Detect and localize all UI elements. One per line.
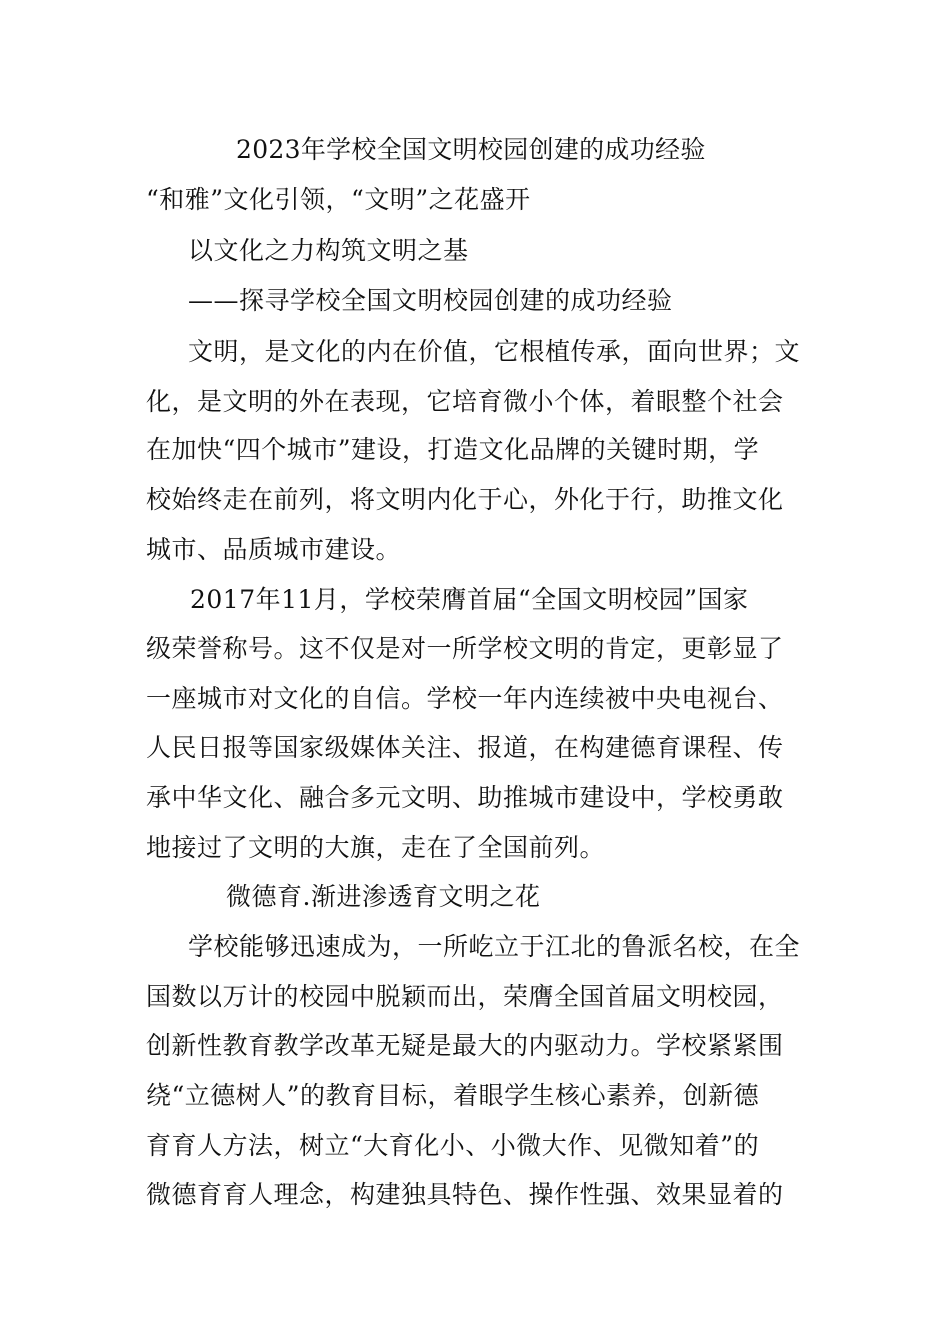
paragraph-line: 一座城市对文化的自信。学校一年内连续被中央电视台、 (146, 684, 784, 713)
subtitle-1: “和雅”文化引领，“文明”之花盛开 (146, 185, 531, 214)
paragraph-line: 化，是文明的外在表现，它培育微小个体，着眼整个社会 (146, 387, 784, 416)
paragraph-line: 学校能够迅速成为，一所屹立于江北的鲁派名校，在全 (188, 932, 801, 961)
subtitle-2: 以文化之力构筑文明之基 (188, 236, 469, 265)
paragraph-line: 文明，是文化的内在价值，它根植传承，面向世界；文 (188, 337, 801, 366)
paragraph-line: 人民日报等国家级媒体关注、报道，在构建德育课程、传 (146, 733, 784, 762)
paragraph-line: 级荣誉称号。这不仅是对一所学校文明的肯定，更彰显了 (146, 634, 784, 663)
paragraph-line: 在加快“四个城市”建设，打造文化品牌的关键时期，学 (146, 435, 760, 464)
paragraph-line: 绕“立德树人”的教育目标，着眼学生核心素养，创新德 (146, 1081, 760, 1110)
paragraph-line: 创新性教育教学改革无疑是最大的内驱动力。学校紧紧围 (146, 1031, 784, 1060)
subtitle-3: ——探寻学校全国文明校园创建的成功经验 (188, 286, 673, 315)
paragraph-line: 2017年11月，学校荣膺首届“全国文明校园”国家 (190, 585, 749, 614)
paragraph-line: 承中华文化、融合多元文明、助推城市建设中，学校勇敢 (146, 783, 784, 812)
paragraph-line: 育育人方法，树立“大育化小、小微大作、见微知着”的 (146, 1131, 760, 1160)
paragraph-line: 微德育育人理念，构建独具特色、操作性强、效果显着的 (146, 1180, 784, 1209)
section-heading: 微德育.渐进渗透育文明之花 (226, 882, 541, 911)
paragraph-line: 校始终走在前列，将文明内化于心，外化于行，助推文化 (146, 485, 784, 514)
document-title: 2023年学校全国文明校园创建的成功经验 (236, 135, 706, 164)
paragraph-line: 城市、品质城市建设。 (146, 535, 402, 564)
paragraph-line: 地接过了文明的大旗，走在了全国前列。 (146, 833, 606, 862)
paragraph-line: 国数以万计的校园中脱颖而出，荣膺全国首届文明校园， (146, 982, 784, 1011)
